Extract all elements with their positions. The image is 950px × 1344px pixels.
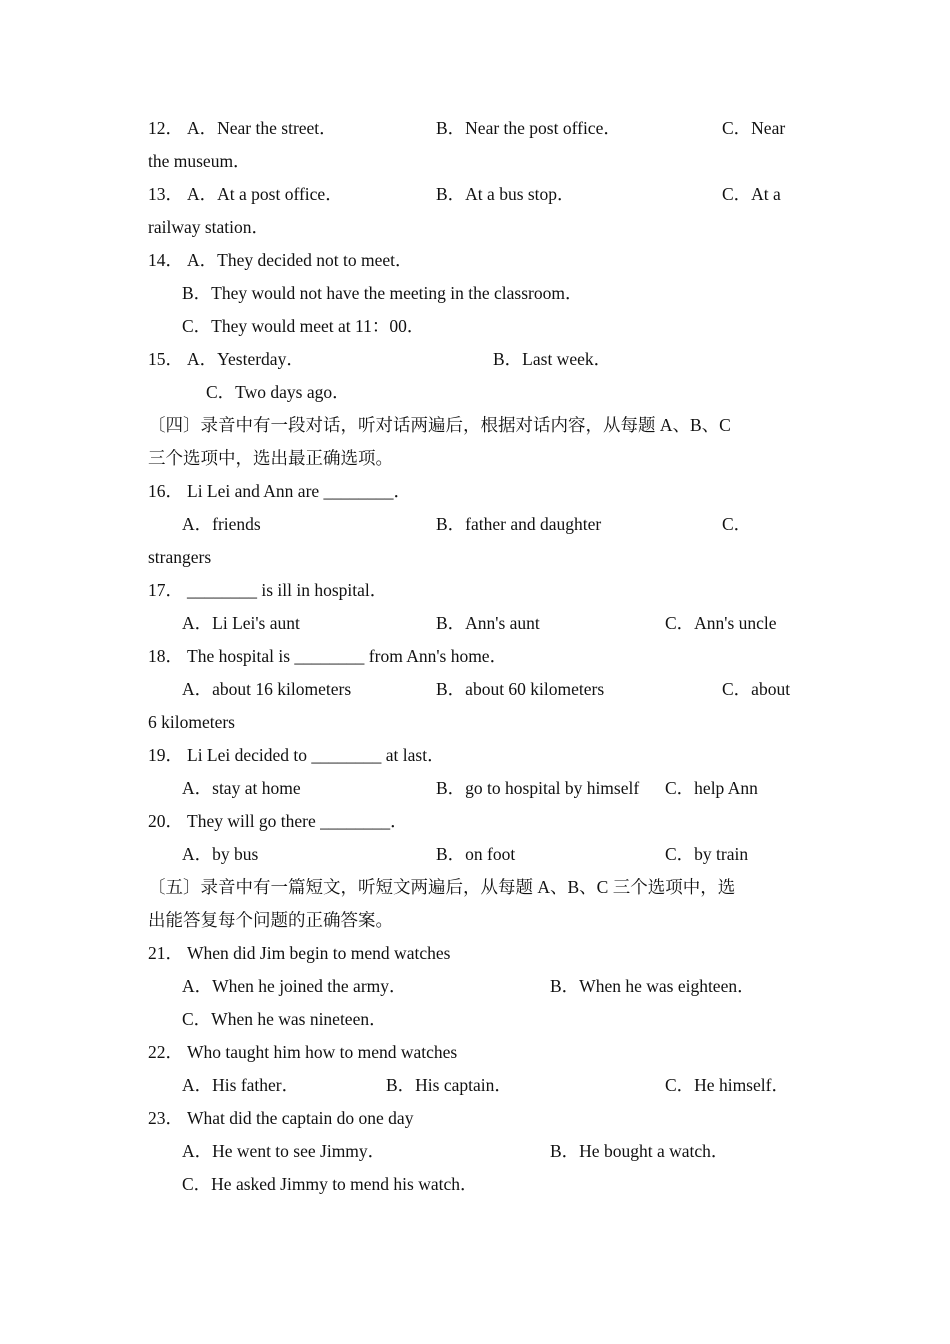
question-12-number: 12． [148, 118, 183, 138]
question-13-option-b: B．At a bus stop． [436, 184, 575, 204]
question-23-option-c: C．He asked Jimmy to mend his watch． [182, 1174, 478, 1194]
question-18-stem: The hospital is ________ from Ann's home． [187, 646, 508, 666]
question-18-option-b: B．about 60 kilometers [436, 679, 605, 699]
question-16-stem: Li Lei and Ann are ________． [187, 481, 412, 501]
section-4-instructions-line-1: 〔四〕录音中有一段对话，听对话两遍后，根据对话内容，从每题 A、B、C [148, 415, 731, 435]
question-15-option-c: C．Two days ago． [206, 382, 350, 402]
question-16-option-c-wrap: strangers [148, 547, 212, 567]
section-5-instructions-line-1: 〔五〕录音中有一篇短文，听短文两遍后，从每题 A、B、C 三个选项中，选 [148, 877, 736, 897]
question-23-stem: What did the captain do one day [187, 1108, 414, 1128]
question-22-option-c: C．He himself． [665, 1075, 789, 1095]
question-13-number: 13． [148, 184, 183, 204]
question-23-number: 23． [148, 1108, 183, 1128]
question-15-option-b: B．Last week． [493, 349, 612, 369]
question-19-option-b: B．go to hospital by himself [436, 778, 640, 798]
question-17-option-b: B．Ann's aunt [436, 613, 540, 633]
question-20-option-a: A．by bus [182, 844, 259, 864]
question-21-option-b: B．When he was eighteen． [550, 976, 755, 996]
question-19-option-a: A．stay at home [182, 778, 301, 798]
question-22-number: 22． [148, 1042, 183, 1062]
question-21-stem: When did Jim begin to mend watches [187, 943, 451, 963]
question-15-option-a: A．Yesterday． [187, 349, 304, 369]
question-16-option-c: C． [722, 514, 752, 534]
question-13-option-a: A．At a post office． [187, 184, 343, 204]
question-12-option-a: A．Near the street． [187, 118, 337, 138]
section-4-instructions-line-2: 三个选项中，选出最正确选项。 [148, 448, 393, 468]
question-19-option-c: C．help Ann [665, 778, 758, 798]
question-12-option-c-wrap: the museum． [148, 151, 251, 171]
question-21-number: 21． [148, 943, 183, 963]
question-18-number: 18． [148, 646, 183, 666]
question-22-option-a: A．His father． [182, 1075, 300, 1095]
question-12-option-b: B．Near the post office． [436, 118, 621, 138]
question-14-option-c: C．They would meet at 11：00． [182, 316, 425, 336]
question-18-option-c-wrap: 6 kilometers [148, 712, 235, 732]
section-5-instructions-line-2: 出能答复每个问题的正确答案。 [148, 910, 393, 930]
question-17-number: 17． [148, 580, 183, 600]
question-16-number: 16． [148, 481, 183, 501]
question-13-option-c: C．At a [722, 184, 781, 204]
question-14-number: 14． [148, 250, 183, 270]
question-20-option-b: B．on foot [436, 844, 516, 864]
question-17-option-c: C．Ann's uncle [665, 613, 777, 633]
question-18-option-c: C．about [722, 679, 791, 699]
question-18-option-a: A．about 16 kilometers [182, 679, 352, 699]
question-23-option-a: A．He went to see Jimmy． [182, 1141, 386, 1161]
question-16-option-a: A．friends [182, 514, 261, 534]
question-17-stem: ________ is ill in hospital． [187, 580, 388, 600]
question-13-option-c-wrap: railway station． [148, 217, 270, 237]
question-19-number: 19． [148, 745, 183, 765]
question-14-option-b: B．They would not have the meeting in the classroom． [182, 283, 583, 303]
question-17-option-a: A．Li Lei's aunt [182, 613, 300, 633]
question-21-option-c: C．When he was nineteen． [182, 1009, 387, 1029]
question-20-option-c: C．by train [665, 844, 749, 864]
question-22-stem: Who taught him how to mend watches [187, 1042, 458, 1062]
question-19-stem: Li Lei decided to ________ at last． [187, 745, 445, 765]
question-20-stem: They will go there ________． [187, 811, 408, 831]
question-15-number: 15． [148, 349, 183, 369]
question-16-option-b: B．father and daughter [436, 514, 602, 534]
question-20-number: 20． [148, 811, 183, 831]
question-22-option-b: B．His captain． [386, 1075, 512, 1095]
question-23-option-b: B．He bought a watch． [550, 1141, 729, 1161]
question-14-option-a: A．They decided not to meet． [187, 250, 413, 270]
question-21-option-a: A．When he joined the army． [182, 976, 407, 996]
question-12-option-c: C．Near [722, 118, 786, 138]
